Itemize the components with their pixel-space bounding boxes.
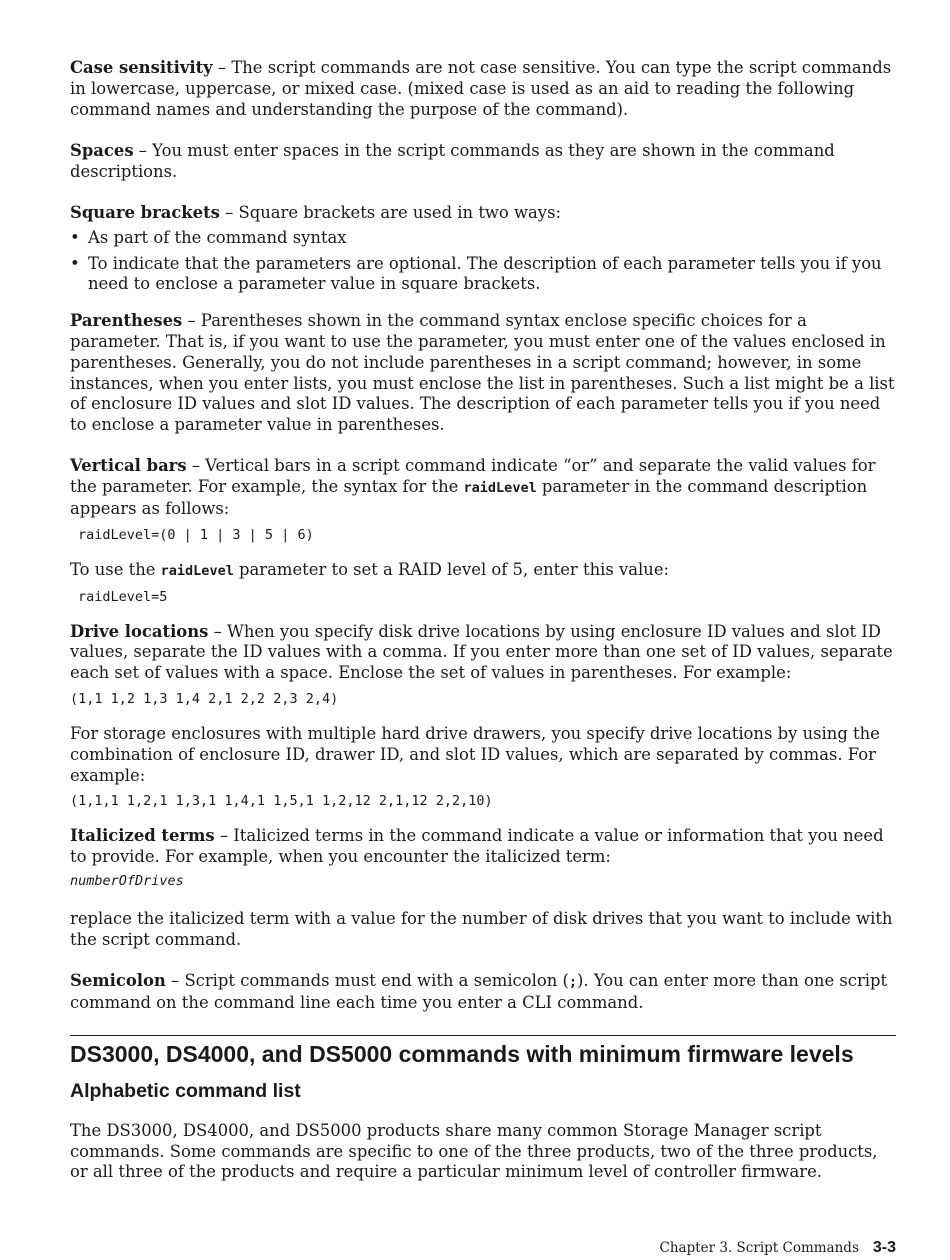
code-example: (1,1 1,2 1,3 1,4 2,1 2,2 2,3 2,4) [70, 691, 339, 708]
semicolon-paragraph: Semicolon – Script commands must end with a semicolon (;). You can enter more than one script command on the command line each time you enter a CLI command. [70, 971, 888, 1012]
inline-code: ; [568, 974, 578, 991]
term-label: Parentheses [70, 311, 183, 331]
section-heading: DS3000, DS4000, and DS5000 commands with minimum firmware levels [70, 1040, 854, 1067]
code-example: (1,1,1 1,2,1 1,3,1 1,4,1 1,5,1 1,2,12 2,1,12 2,2,10) [70, 793, 493, 810]
subsection-heading: Alphabetic command list [70, 1079, 301, 1102]
inline-code: raidLevel [463, 480, 537, 497]
term-label: Case sensitivity [70, 58, 213, 77]
inline-code: raidLevel [160, 562, 234, 579]
drive-locations-paragraph: Drive locations – When you specify disk drive locations by using enclosure ID values and slot ID values, separate the ID values with a comma. If you enter more than one set of ID values, separate each set of values with a space. Enclose the set of values in parentheses. For example: [70, 621, 893, 683]
document-page [70, 58, 896, 1183]
list-item: • As part of the command syntax [70, 228, 896, 249]
replace-paragraph: replace the italicized term with a value for the number of disk drives that you want to include with the script command. [70, 909, 893, 949]
code-example: numberOfDrives [70, 873, 184, 890]
section-divider [70, 1035, 896, 1036]
list-item: • To indicate that the parameters are optional. The description of each parameter tells you if you need to enclose a parameter value in square brackets. [70, 254, 896, 296]
bullet-list [70, 228, 896, 295]
section-body-paragraph: The DS3000, DS4000, and DS5000 products share many common Storage Manager script commands. Some commands are specific to one of the three products, two of the three products, or all three of the products and require a particular minimum level of controller firmware. [70, 1120, 878, 1182]
raid-level-paragraph: To use the raidLevel parameter to set a RAID level of 5, enter this value: [70, 559, 670, 579]
term-label: Vertical bars [70, 456, 187, 476]
page-footer [660, 1237, 896, 1257]
square-brackets-paragraph: Square brackets – Square brackets are used in two ways: [70, 202, 562, 222]
parentheses-paragraph: Parentheses – Parentheses shown in the command syntax enclose specific choices for a parameter. That is, if you want to use the parameter, you must enter one of the values enclosed in parentheses. Generally, you do not include parentheses in a script command; however, in some instances, when you enter lists, you must enclose the list in parentheses. Such a list might be a list of enclosure ID values and slot ID values. The description of each parameter tells you if you need to enclose a parameter value in parentheses. [70, 311, 895, 435]
italicized-terms-paragraph: Italicized terms – Italicized terms in the command indicate a value or information that you need to provide. For example, when you encounter the italicized term: [70, 826, 884, 867]
term-label: Drive locations [70, 621, 209, 641]
term-label: Semicolon [70, 971, 166, 991]
case-sensitivity-paragraph: Case sensitivity – The script commands are not case sensitive. You can type the script commands in lowercase, uppercase, or mixed case. (mixed case is used as an aid to reading the following command names and understanding the purpose of the command). [70, 58, 892, 119]
code-example: raidLevel=5 [78, 588, 168, 605]
drawers-paragraph: For storage enclosures with multiple hard drive drawers, you specify drive locations by using the combination of enclosure ID, drawer ID, and slot ID values, which are separated by commas. For example: [70, 724, 880, 785]
chapter-title: Chapter 3. Script Commands [659, 1240, 859, 1256]
vertical-bars-paragraph: Vertical bars – Vertical bars in a script command indicate “or” and separate the valid values for the parameter. For example, the syntax for the raidLevel parameter in the command description appears as follows: [70, 456, 876, 519]
term-label: Square brackets [70, 202, 220, 222]
spaces-paragraph: Spaces – You must enter spaces in the script commands as they are shown in the command descriptions. [70, 140, 835, 181]
term-label: Italicized terms [70, 826, 215, 846]
code-example: raidLevel=(0 | 1 | 3 | 5 | 6) [78, 526, 314, 543]
page-number: 3-3 [872, 1239, 896, 1256]
term-label: Spaces [70, 140, 134, 160]
